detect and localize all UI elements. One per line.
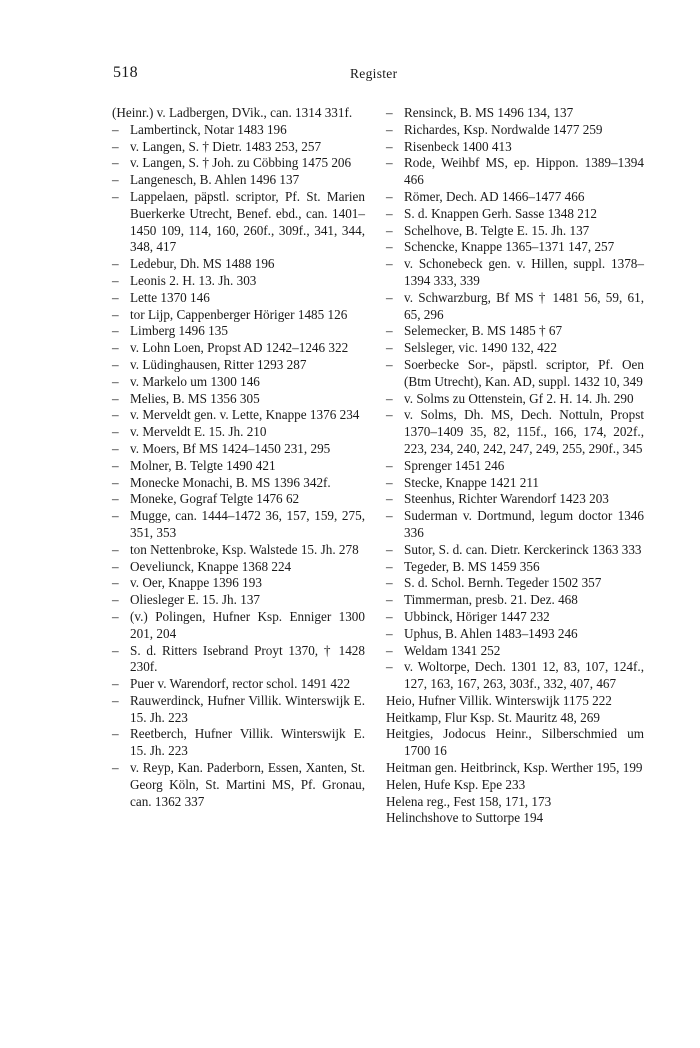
index-entry — [112, 155, 365, 172]
index-entry — [112, 542, 365, 559]
entry-text: Ubbinck, Höriger 1447 232 — [404, 608, 550, 624]
entry-text: tor Lijp, Cappenberger Höriger 1485 126 — [130, 306, 348, 322]
index-entry — [386, 710, 644, 727]
entry-text: Sutor, S. d. can. Dietr. Kerckerinck 1363 333 — [404, 541, 642, 557]
index-entry — [112, 340, 365, 357]
right-column — [386, 105, 644, 827]
entry-text: Heitkamp, Flur Ksp. St. Mauritz 48, 269 — [386, 709, 600, 725]
entry-dash: – — [386, 222, 393, 238]
entry-dash: – — [112, 508, 119, 524]
entry-dash: – — [112, 491, 119, 507]
entry-text: Lette 1370 146 — [130, 289, 210, 305]
entry-text: v. Schonebeck gen. v. Hillen, suppl. 1378–1394 333, 339 — [404, 256, 644, 288]
index-entry — [386, 508, 644, 542]
entry-text: Ledebur, Dh. MS 1488 196 — [130, 256, 275, 272]
entry-text: Langenesch, B. Ahlen 1496 137 — [130, 172, 300, 188]
index-entry — [112, 189, 365, 256]
index-entry — [386, 575, 644, 592]
index-entry — [112, 693, 365, 727]
entry-dash: – — [386, 642, 393, 658]
entry-dash: – — [386, 340, 393, 356]
entry-dash: – — [112, 558, 119, 574]
index-entry — [386, 223, 644, 240]
index-entry — [112, 290, 365, 307]
index-entry — [112, 441, 365, 458]
index-entry — [386, 407, 644, 457]
index-entry — [386, 760, 644, 777]
index-entry — [112, 273, 365, 290]
index-entry — [112, 424, 365, 441]
entry-text: Limberg 1496 135 — [130, 323, 228, 339]
entry-text: Lambertinck, Notar 1483 196 — [130, 121, 287, 137]
entry-text: Timmerman, presb. 21. Dez. 468 — [404, 592, 578, 608]
entry-text: v. Woltorpe, Dech. 1301 12, 83, 107, 124f., 127, 163, 167, 263, 303f., 332, 407, 467 — [404, 659, 644, 692]
entry-dash: – — [112, 407, 119, 423]
entry-text: Reetberch, Hufner Villik. Winterswijk E. 15. Jh. 223 — [130, 726, 365, 759]
entry-text: Schencke, Knappe 1365–1371 147, 257 — [404, 239, 615, 255]
entry-dash: – — [386, 390, 393, 406]
entry-dash: – — [112, 608, 119, 624]
entry-text: v. Schwarzburg, Bf MS † 1481 56, 59, 61, 65, 296 — [404, 289, 644, 322]
index-entry — [112, 592, 365, 609]
entry-text: Leonis 2. H. 13. Jh. 303 — [130, 272, 257, 288]
index-entry — [386, 726, 644, 760]
page-number: 518 — [113, 64, 138, 81]
entry-dash: – — [112, 373, 119, 389]
entry-text: Weldam 1341 252 — [404, 642, 501, 658]
entry-text: v. Langen, S. † Joh. zu Cöbbing 1475 206 — [130, 155, 352, 171]
entry-text: Rode, Weihbf MS, ep. Hippon. 1389–1394 466 — [404, 155, 644, 188]
entry-text: v. Lüdinghausen, Ritter 1293 287 — [130, 356, 307, 372]
entry-text: S. d. Knappen Gerh. Sasse 1348 212 — [404, 205, 598, 221]
index-entry — [112, 676, 365, 693]
index-entry — [112, 726, 365, 760]
entry-dash: – — [386, 659, 393, 675]
index-entry — [112, 105, 365, 122]
entry-text: v. Lohn Loen, Propst AD 1242–1246 322 — [130, 340, 349, 356]
entry-text: S. d. Schol. Bernh. Tegeder 1502 357 — [404, 575, 602, 591]
entry-text: Stecke, Knappe 1421 211 — [404, 474, 540, 490]
entry-dash: – — [386, 205, 393, 221]
index-entry — [386, 340, 644, 357]
entry-dash: – — [112, 726, 119, 742]
index-entry — [386, 391, 644, 408]
entry-dash: – — [386, 457, 393, 473]
entry-text: Mugge, can. 1444–1472 36, 157, 159, 275, 351, 353 — [130, 508, 365, 540]
entry-text: Puer v. Warendorf, rector schol. 1491 422 — [130, 676, 351, 692]
index-entry — [112, 307, 365, 324]
entry-dash: – — [112, 424, 119, 440]
index-entry — [386, 592, 644, 609]
entry-dash: – — [112, 642, 119, 658]
entry-dash: – — [112, 474, 119, 490]
index-entry — [112, 391, 365, 408]
entry-text: Monecke Monachi, B. MS 1396 342f. — [130, 474, 331, 490]
entry-text: Tegeder, B. MS 1459 356 — [404, 558, 540, 574]
entry-text: Sprenger 1451 246 — [404, 457, 505, 473]
index-entry — [112, 575, 365, 592]
entry-text: (Heinr.) v. Ladbergen, DVik., can. 1314 331f. — [112, 105, 353, 120]
index-entry — [386, 105, 644, 122]
running-head: Register — [350, 66, 398, 81]
entry-text: Oliesleger E. 15. Jh. 137 — [130, 592, 261, 608]
entry-dash: – — [112, 692, 119, 708]
entry-text: Schelhove, B. Telgte E. 15. Jh. 137 — [404, 222, 590, 238]
index-entry — [386, 458, 644, 475]
index-entry — [386, 777, 644, 794]
entry-dash: – — [112, 760, 119, 776]
entry-text: ton Nettenbroke, Ksp. Walstede 15. Jh. 278 — [130, 541, 359, 557]
entry-dash: – — [112, 541, 119, 557]
entry-dash: – — [112, 676, 119, 692]
entry-dash: – — [386, 138, 393, 154]
entry-text: Uphus, B. Ahlen 1483–1493 246 — [404, 625, 578, 641]
entry-dash: – — [386, 323, 393, 339]
entry-text: Rensinck, B. MS 1496 134, 137 — [404, 105, 574, 120]
index-entry — [112, 458, 365, 475]
index-entry — [386, 139, 644, 156]
entry-text: Römer, Dech. AD 1466–1477 466 — [404, 188, 585, 204]
entry-dash: – — [112, 306, 119, 322]
index-entry — [386, 542, 644, 559]
entry-dash: – — [386, 105, 393, 120]
entry-text: v. Reyp, Kan. Paderborn, Essen, Xanten, St. Georg Köln, St. Martini MS, Pf. Gronau, can. 1362 337 — [130, 760, 365, 809]
entry-dash: – — [386, 608, 393, 624]
entry-dash: – — [112, 323, 119, 339]
index-entry — [386, 239, 644, 256]
entry-dash: – — [386, 356, 393, 372]
entry-text: Helinchshove to Suttorpe 194 — [386, 810, 544, 826]
index-entry — [112, 491, 365, 508]
entry-text: Lappelaen, päpstl. scriptor, Pf. St. Marien Buerkerke Utrecht, Benef. ebd., can. 1401–1450 109, 114, 160, 260f., 309f., 341, 344, 348, 417 — [130, 188, 365, 255]
entry-text: Oeveliunck, Knappe 1368 224 — [130, 558, 292, 574]
index-entry — [112, 374, 365, 391]
entry-dash: – — [112, 575, 119, 591]
entry-dash: – — [112, 272, 119, 288]
index-entry — [386, 643, 644, 660]
index-entry — [386, 206, 644, 223]
entry-text: (v.) Polingen, Hufner Ksp. Enniger 1300 201, 204 — [130, 608, 365, 641]
entry-dash: – — [112, 172, 119, 188]
entry-text: Helena reg., Fest 158, 171, 173 — [386, 793, 552, 809]
entry-text: S. d. Ritters Isebrand Proyt 1370, † 1428 230f. — [130, 642, 365, 675]
entry-text: v. Solms, Dh. MS, Dech. Nottuln, Propst 1370–1409 35, 82, 115f., 166, 174, 202f., 223, 234, 240, 242, 247, 249, 255, 290f., 345 — [404, 407, 644, 456]
entry-text: Soerbecke Sor-, päpstl. scriptor, Pf. Oen (Btm Utrecht), Kan. AD, suppl. 1432 10, 349 — [404, 356, 644, 389]
entry-dash: – — [386, 155, 393, 171]
entry-text: Selsleger, vic. 1490 132, 422 — [404, 340, 557, 356]
index-entry — [386, 693, 644, 710]
entry-dash: – — [386, 407, 393, 423]
entry-dash: – — [386, 188, 393, 204]
entry-text: Heio, Hufner Villik. Winterswijk 1175 222 — [386, 692, 612, 708]
entry-dash: – — [386, 575, 393, 591]
index-entry — [386, 155, 644, 189]
left-column — [112, 105, 365, 810]
index-entry — [386, 491, 644, 508]
entry-text: v. Markelo um 1300 146 — [130, 373, 260, 389]
entry-text: Moneke, Gograf Telgte 1476 62 — [130, 491, 300, 507]
entry-dash: – — [386, 491, 393, 507]
entry-text: v. Oer, Knappe 1396 193 — [130, 575, 262, 591]
entry-dash: – — [386, 121, 393, 137]
entry-dash: – — [386, 558, 393, 574]
index-entry — [386, 659, 644, 693]
entry-text: v. Langen, S. † Dietr. 1483 253, 257 — [130, 138, 322, 154]
entry-dash: – — [112, 390, 119, 406]
entry-dash: – — [386, 239, 393, 255]
entry-dash: – — [386, 474, 393, 490]
entry-dash: – — [112, 289, 119, 305]
index-entry — [386, 475, 644, 492]
entry-dash: – — [112, 138, 119, 154]
entry-dash: – — [112, 340, 119, 356]
entry-dash: – — [112, 188, 119, 204]
entry-text: Heitman gen. Heitbrinck, Ksp. Werther 195, 199 — [386, 760, 643, 776]
entry-text: Heitgies, Jodocus Heinr., Silberschmied um 1700 16 — [386, 726, 644, 759]
index-entry — [386, 559, 644, 576]
entry-dash: – — [112, 457, 119, 473]
entry-text: Suderman v. Dortmund, legum doctor 1346 336 — [404, 508, 644, 540]
entry-text: Rauwerdinck, Hufner Villik. Winterswijk E. 15. Jh. 223 — [130, 692, 365, 725]
entry-text: v. Solms zu Ottenstein, Gf 2. H. 14. Jh. 290 — [404, 390, 634, 406]
index-entry — [112, 139, 365, 156]
index-entry — [112, 559, 365, 576]
index-entry — [386, 357, 644, 391]
entry-text: Melies, B. MS 1356 305 — [130, 390, 260, 406]
index-entry — [386, 794, 644, 811]
entry-dash: – — [112, 256, 119, 272]
index-entry — [112, 122, 365, 139]
index-entry — [386, 256, 644, 290]
entry-text: Helen, Hufe Ksp. Epe 233 — [386, 776, 526, 792]
index-entry — [386, 810, 644, 827]
entry-dash: – — [386, 625, 393, 641]
entry-dash: – — [112, 592, 119, 608]
index-entry — [112, 475, 365, 492]
index-entry — [112, 508, 365, 542]
index-entry — [112, 407, 365, 424]
index-entry — [386, 323, 644, 340]
index-entry — [386, 290, 644, 324]
entry-dash: – — [386, 541, 393, 557]
index-entry — [112, 256, 365, 273]
entry-text: Richardes, Ksp. Nordwalde 1477 259 — [404, 121, 603, 137]
entry-dash: – — [386, 256, 393, 272]
index-entry — [112, 323, 365, 340]
index-entry — [112, 760, 365, 810]
entry-text: v. Merveldt gen. v. Lette, Knappe 1376 234 — [130, 407, 360, 423]
entry-dash: – — [386, 592, 393, 608]
entry-text: Molner, B. Telgte 1490 421 — [130, 457, 276, 473]
entry-dash: – — [112, 356, 119, 372]
index-entry — [112, 609, 365, 643]
index-entry — [386, 609, 644, 626]
entry-text: Risenbeck 1400 413 — [404, 138, 512, 154]
index-entry — [386, 189, 644, 206]
index-entry — [386, 122, 644, 139]
entry-dash: – — [386, 508, 393, 524]
entry-text: Selemecker, B. MS 1485 † 67 — [404, 323, 563, 339]
entry-text: Steenhus, Richter Warendorf 1423 203 — [404, 491, 609, 507]
entry-text: v. Merveldt E. 15. Jh. 210 — [130, 424, 267, 440]
entry-dash: – — [112, 121, 119, 137]
index-entry — [386, 626, 644, 643]
index-entry — [112, 357, 365, 374]
entry-dash: – — [386, 289, 393, 305]
entry-text: v. Moers, Bf MS 1424–1450 231, 295 — [130, 440, 331, 456]
entry-dash: – — [112, 155, 119, 171]
index-entry — [112, 643, 365, 677]
index-entry — [112, 172, 365, 189]
entry-dash: – — [112, 440, 119, 456]
